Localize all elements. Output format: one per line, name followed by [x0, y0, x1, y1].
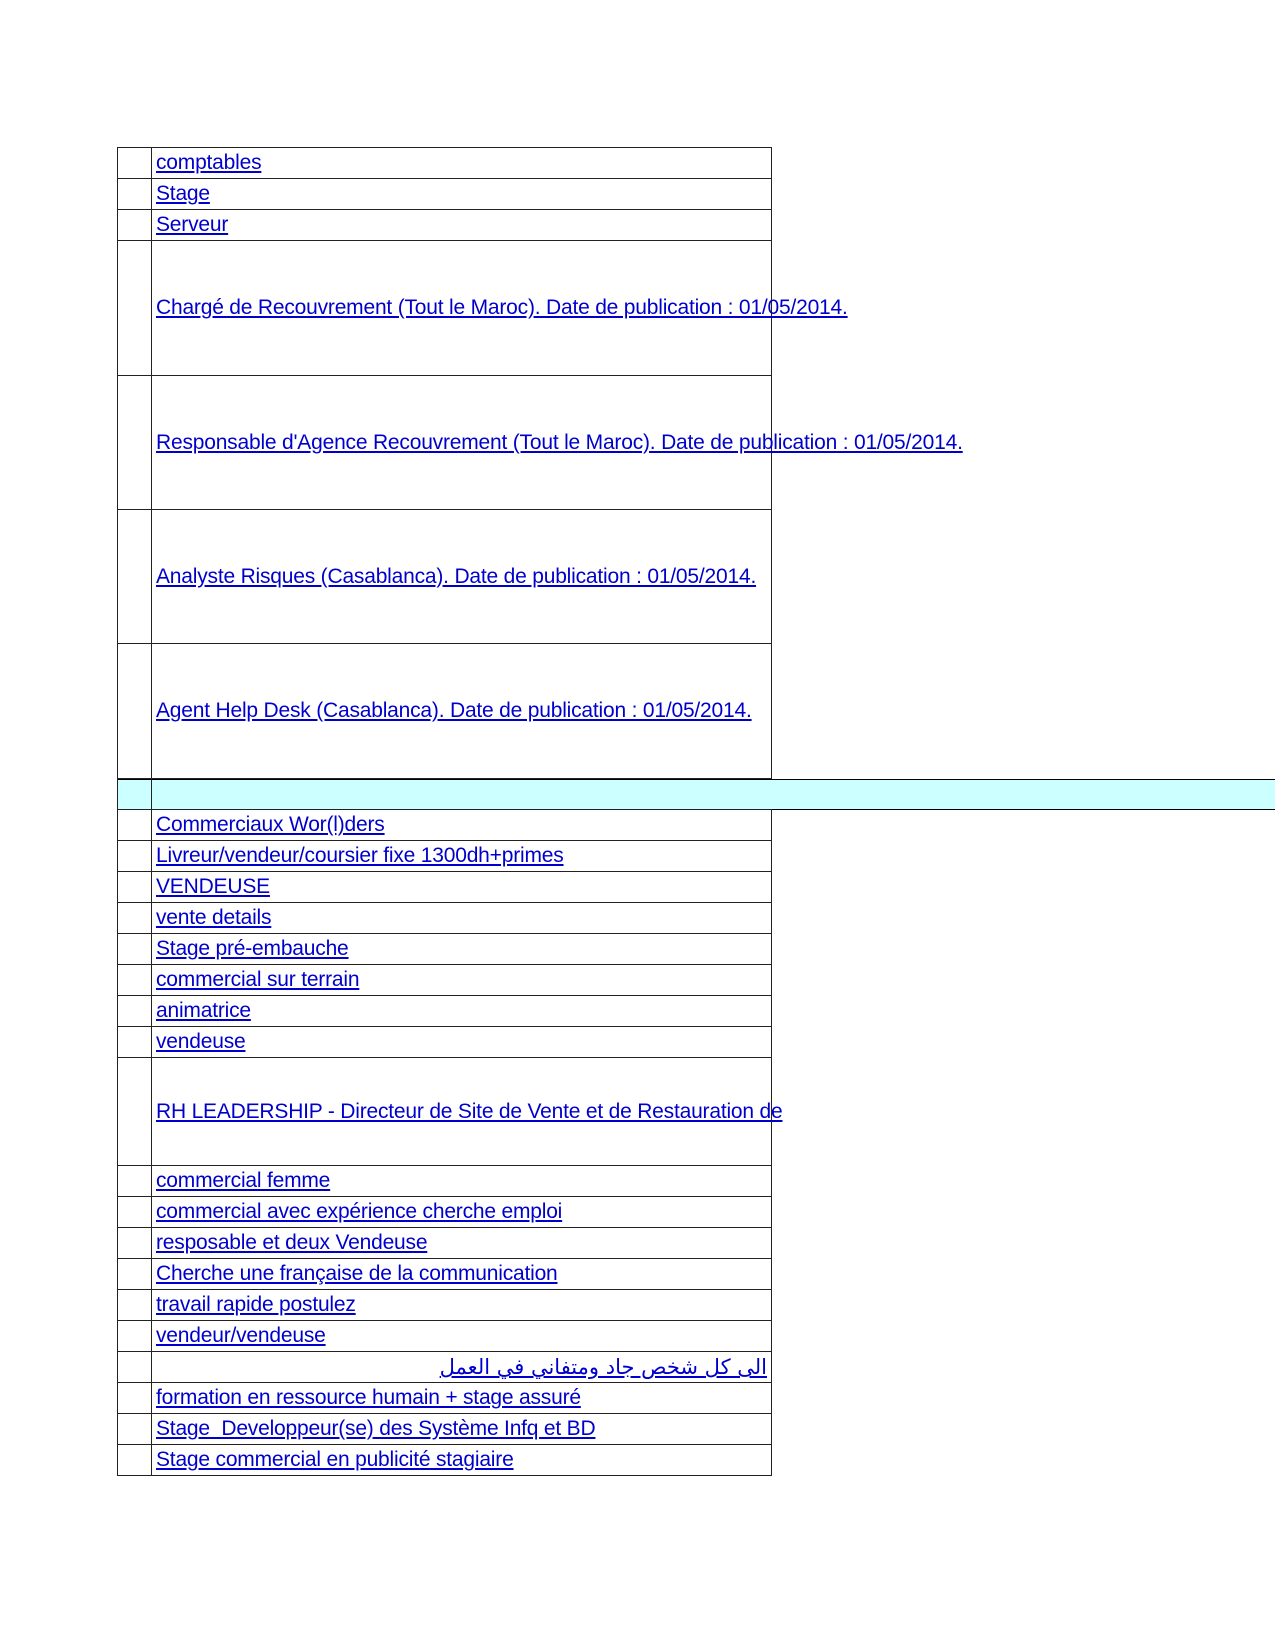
job-title-cell	[152, 210, 772, 241]
job-title-cell	[152, 841, 772, 872]
job-title-link[interactable]: RH LEADERSHIP - Directeur de Site de Vente et de Restauration de	[156, 1099, 783, 1123]
job-title-cell	[152, 241, 848, 376]
job-title-link[interactable]: Livreur/vendeur/coursier fixe 1300dh+primes	[156, 844, 564, 867]
job-title-cell	[152, 1414, 772, 1445]
table-row	[118, 1414, 772, 1445]
job-title-cell	[152, 376, 963, 510]
job-title-link[interactable]: Commerciaux Wor(l)ders	[156, 813, 385, 836]
row-index-cell	[118, 810, 152, 841]
table-row	[118, 510, 772, 644]
row-index-cell	[118, 1166, 152, 1197]
table-row	[118, 1321, 772, 1352]
job-title-link[interactable]: vendeuse	[156, 1030, 246, 1053]
table-row	[118, 1259, 772, 1290]
row-index-cell	[118, 1197, 152, 1228]
job-title-cell	[152, 510, 772, 644]
job-title-link[interactable]: commercial avec expérience cherche emploi	[156, 1200, 563, 1223]
job-title-cell	[152, 903, 772, 934]
row-index-cell	[118, 1383, 152, 1414]
job-title-cell	[152, 779, 772, 810]
job-title-link[interactable]: VENDEUSE	[156, 875, 270, 898]
row-index-cell	[118, 1259, 152, 1290]
job-title-link[interactable]: Stage commercial en publicité stagiaire	[156, 1448, 514, 1471]
table-row	[118, 934, 772, 965]
job-title-cell	[152, 1445, 772, 1476]
job-title-cell	[152, 1383, 772, 1414]
job-title-cell	[152, 1352, 772, 1383]
table-row	[118, 903, 772, 934]
job-title-cell	[152, 644, 772, 779]
job-listings-table	[117, 147, 963, 1476]
job-title-cell	[152, 934, 772, 965]
job-title-link[interactable]: animatrice	[156, 999, 251, 1022]
job-title-link[interactable]: comptables	[156, 151, 262, 174]
job-title-link[interactable]: Analyste Risques (Casablanca). Date de publication : 01/05/2014.	[156, 564, 757, 588]
job-title-cell	[152, 996, 772, 1027]
row-index-cell	[118, 148, 152, 179]
job-title-link[interactable]: vendeur/vendeuse	[156, 1324, 326, 1347]
job-title-cell	[152, 1027, 772, 1058]
table-row	[118, 179, 772, 210]
row-index-cell	[118, 241, 152, 376]
job-title-link[interactable]: Stage_Developpeur(se) des Système Infq et BD	[156, 1417, 596, 1440]
job-title-cell	[152, 179, 772, 210]
job-title-cell	[152, 965, 772, 996]
row-index-cell	[118, 179, 152, 210]
table-row	[118, 1027, 772, 1058]
row-index-cell	[118, 903, 152, 934]
job-title-link[interactable]: Stage pré-embauche	[156, 937, 349, 960]
job-title-cell	[152, 1058, 783, 1166]
job-title-link[interactable]: resposable et deux Vendeuse	[156, 1231, 428, 1254]
job-title-cell	[152, 1166, 772, 1197]
row-index-cell	[118, 1321, 152, 1352]
row-index-cell	[118, 1027, 152, 1058]
job-title-cell	[152, 1197, 772, 1228]
job-title-cell	[152, 1290, 772, 1321]
row-index-cell	[118, 965, 152, 996]
job-title-link[interactable]: Serveur	[156, 213, 229, 236]
job-title-link[interactable]: Chargé de Recouvrement (Tout le Maroc). Date de publication : 01/05/2014.	[156, 296, 848, 319]
table-row	[118, 644, 772, 779]
job-title-link[interactable]: commercial sur terrain	[156, 968, 360, 991]
table-row	[118, 872, 772, 903]
table-row	[118, 1166, 772, 1197]
job-title-link[interactable]: الى كل شخص جاد ومتفاني في العمل	[439, 1355, 767, 1379]
job-title-cell	[152, 1228, 772, 1259]
row-index-cell	[118, 1058, 152, 1166]
job-title-cell	[152, 1321, 772, 1352]
job-title-link[interactable]: travail rapide postulez	[156, 1293, 356, 1316]
row-index-cell	[118, 376, 152, 510]
row-index-cell	[118, 779, 152, 810]
table-row	[118, 810, 772, 841]
table-row	[118, 1383, 772, 1414]
row-index-cell	[118, 841, 152, 872]
table-row	[118, 965, 772, 996]
job-listings-body	[118, 148, 963, 1476]
row-index-cell	[118, 1352, 152, 1383]
job-title-link[interactable]: commercial femme	[156, 1169, 331, 1192]
row-index-cell	[118, 996, 152, 1027]
row-index-cell	[118, 934, 152, 965]
row-index-cell	[118, 872, 152, 903]
job-title-link[interactable]: vente details	[156, 906, 272, 929]
row-index-cell	[118, 1445, 152, 1476]
row-index-cell	[118, 1414, 152, 1445]
row-index-cell	[118, 1290, 152, 1321]
job-title-link[interactable]: Cherche une française de la communication	[156, 1262, 558, 1285]
table-row	[118, 779, 772, 810]
job-title-cell	[152, 1259, 772, 1290]
row-index-cell	[118, 210, 152, 241]
job-title-link[interactable]: Responsable d'Agence Recouvrement (Tout le Maroc). Date de publication : 01/05/2014.	[156, 430, 963, 454]
table-row	[118, 841, 772, 872]
job-title-cell	[152, 810, 772, 841]
job-title-link[interactable]: Stage	[156, 182, 210, 205]
table-row	[118, 1352, 772, 1383]
table-row	[118, 210, 772, 241]
table-row	[118, 1228, 772, 1259]
table-row	[118, 1058, 772, 1166]
row-index-cell	[118, 1228, 152, 1259]
job-title-cell	[152, 148, 772, 179]
row-index-cell	[118, 644, 152, 779]
row-index-cell	[118, 510, 152, 644]
table-row	[118, 376, 772, 510]
job-title-link[interactable]: Agent Help Desk (Casablanca). Date de publication : 01/05/2014.	[156, 699, 752, 722]
table-row	[118, 241, 772, 376]
table-row	[118, 1197, 772, 1228]
table-row	[118, 1290, 772, 1321]
table-row	[118, 996, 772, 1027]
table-row	[118, 1445, 772, 1476]
table-row	[118, 148, 772, 179]
job-title-link[interactable]: formation en ressource humain + stage assuré	[156, 1386, 581, 1409]
job-title-cell	[152, 872, 772, 903]
